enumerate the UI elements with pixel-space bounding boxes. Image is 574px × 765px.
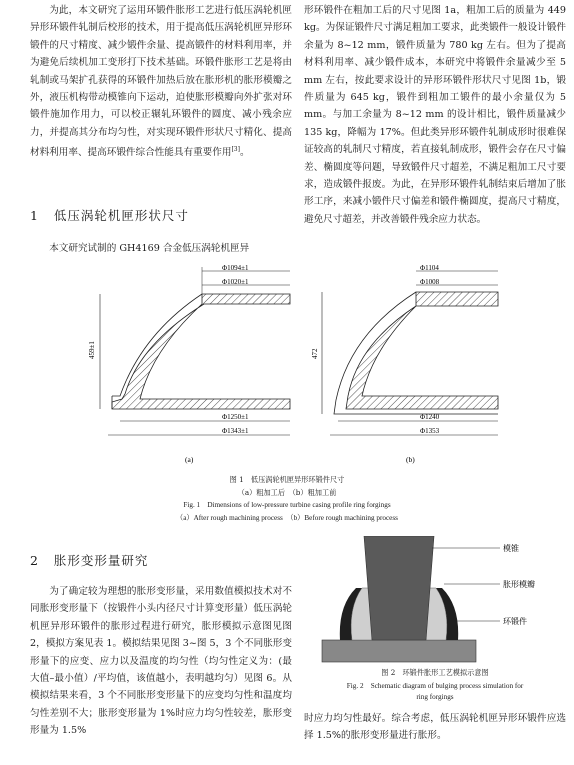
dim-a-bot2: Φ1343±1 [222,427,249,435]
dim-a-top2: Φ1020±1 [222,278,249,286]
intro-paragraph-text: 为此，本文研究了运用环锻件胀形工艺进行低压涡轮机匣异形环锻件轧制后校形的技术，用于提高低压涡轮机匣异形环锻件的尺寸精度、减少锻件余量、提高锻件的材料利用率，并为避免后续机加工变形打下技术基础。环锻件胀形工艺是将由轧制或马架扩孔获得的环锻件加热后放在胀形机的胀形模瓣之外，液压机构带动模锥向下运动，迫使胀形模瓣向外扩张对环锻件施加作用力，可以校正辗轧环锻件的圆度、减小残余应力，并提高其分布均匀性，对实现环锻件形状尺寸精化、提高材料利用率、提高环锻件综合性能具有重要作用 [30,5,292,159]
drawing-a [88,264,290,464]
figure-1-subcaption-cn: （a）粗加工后 （b）粗加工前 [237,488,337,497]
figure-1-caption-en: Fig. 1 Dimensions of low-pressure turbine casing profile ring forgings [183,501,391,509]
label-cone: 模锥 [503,544,519,553]
figure-2-caption-cn: 图 2 环锻件胀形工艺模拟示意图 [381,668,489,677]
figure-2-caption-en-line2: ring forgings [416,693,454,701]
figure-1-subcaption-en: （a）After rough machining process （b）Before rough machining process [176,514,398,522]
dim-b-bot2: Φ1353 [420,427,440,435]
section-title: 胀形变形量研究 [53,553,149,568]
figure-2-drawing [304,536,566,666]
drawing-a-label: (a) [185,455,194,464]
drawing-b-label: (b) [406,455,415,464]
dim-a-bot1: Φ1250±1 [222,413,249,421]
dim-a-top1: Φ1094±1 [222,264,249,272]
right-column-conclusion [304,710,566,745]
right-paragraph: 形环锻件在粗加工后的尺寸见图 1a，粗加工后的质量为 449 kg。为保证锻件尺寸满足粗加工要求，此类锻件一般设计锻件余量为 8~12 mm，锻件质量为 780 kg 左右。但为了提高材料利用率、减少锻件成本，本研究中将锻件余量减少至 5 mm 左右，按此要求设计的异形环锻件形状尺寸见图 1b，锻件质量为 645 kg，锻件到粗加工锻件的最小余量仅为 5 mm。与加工余量为 8~12 mm 的设计相比，锻件质量减少 135 kg，降幅为 17%。但此类异形环锻件轧制成形时很难保证较高的轧制尺寸精度，若直接轧制成形，锻件会存在尺寸偏差、椭圆度等问题，导致锻件尺寸超差，不满足粗加工尺寸要求，造成锻件报废。为此，在异形环锻件轧制结束后增加了胀形工序，来减小锻件尺寸偏差和锻件椭圆度，提高尺寸精度，避免尺寸超差，并改善锻件残余应力状态。 [304,5,566,225]
base-plate [322,640,476,662]
right-column-text [304,2,566,228]
section1-intro: 本文研究试制的 GH4169 合金低压涡轮机匣异 [49,243,250,254]
dim-b-top2: Φ1008 [420,278,440,286]
section-heading-2 [30,551,148,569]
drawing-b [311,264,498,464]
dim-b-bot1: Φ1240 [420,413,440,421]
figure-2-caption-en [304,681,566,703]
label-die: 胀形模瓣 [503,580,535,589]
dim-a-height: 459±1 [88,341,96,359]
section2-paragraph: 为了确定较为理想的胀形变形量，采用数值模拟技术对不同胀形变形量下（按锻件小头内径尺寸计算变形量）低压涡轮机匣异形环锻件的胀形过程进行研究，胀形模拟示意图见图 2，模拟方案见表 1。模拟结果见图 3~图 5，3 个不同胀形变形量下的应变、应力以及温度的均匀性（均匀性定义为：(最大值–最小值）/平均值，该值越小，表明越均匀）见图 6。从模拟结果来看，3 个不同胀形变形量下的应变均匀性和温度均匀性差别不大；胀形变形量为 1%时应力均匀性较差，胀形变形量为 1.5% [30,586,292,737]
intro-paragraph-end: 。 [239,147,250,159]
figure-1-drawing [80,264,500,474]
cone-shape [364,536,434,640]
section-b-profile [346,292,498,409]
figure-1-caption-cn: 图 1 低压涡轮机匣异形环锻件尺寸 [229,475,345,484]
left-column-intro [30,2,292,162]
figure-2-caption-en-line1: Fig. 2 Schematic diagram of bulging process simulation for [346,682,524,690]
dim-b-top1: Φ1104 [420,264,439,272]
section-number: 2 [30,553,39,568]
section-title: 低压涡轮机匣形状尺寸 [53,208,189,223]
dim-b-height: 472 [311,348,319,359]
section-heading-1 [30,206,189,224]
conclusion-paragraph: 时应力均匀性最好。综合考虑，低压涡轮机匣异形环锻件应选择 1.5%的胀形变形量进行胀形。 [304,713,566,742]
section-a-profile [112,294,290,409]
section2-text [30,583,292,740]
label-ring: 环锻件 [503,617,527,626]
section-number: 1 [30,208,39,223]
reference-marker: [3] [231,146,240,154]
